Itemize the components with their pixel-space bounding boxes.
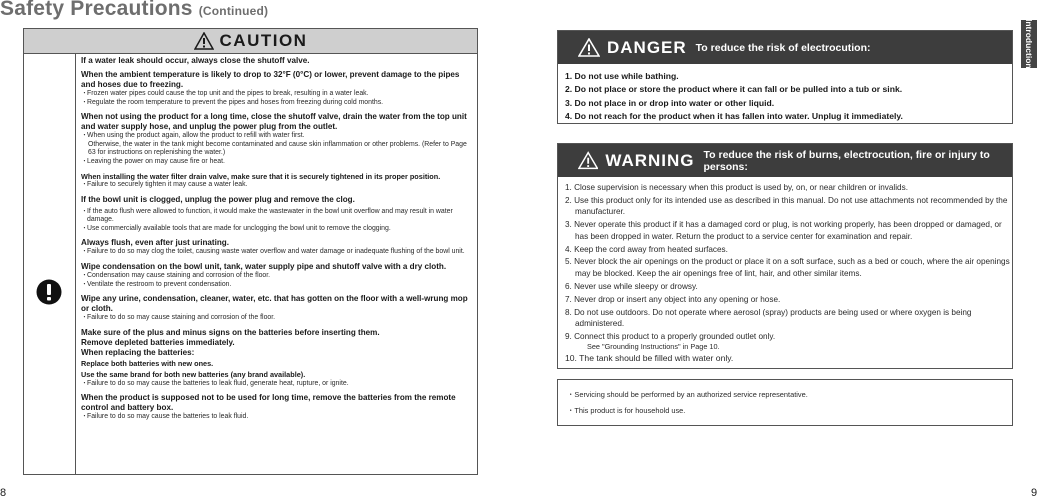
caution-item: ・If the auto flush were allowed to function, it would make the wastewater in the bowl unit overflow and may result in water damage. [81, 207, 453, 224]
caution-section [81, 172, 474, 190]
caution-section [81, 262, 474, 289]
warning-label: WARNING [605, 150, 695, 170]
caution-section [81, 56, 474, 66]
caution-section [81, 294, 474, 323]
danger-list [565, 70, 1012, 123]
caution-heading: When the ambient temperature is likely to drop to 32°F (0°C) or lower, prevent damage to the pipes and hoses due to freezing. [81, 70, 460, 89]
introduction-tab[interactable] [1021, 20, 1037, 68]
page-title-text: Safety Precautions [0, 0, 193, 20]
caution-item: ・Failure to securely tighten it may cause a water leak. [81, 181, 248, 189]
caution-heading: When not using the product for a long time, close the shutoff valve, drain the water from the top unit and water supply hose, and unplug the power plug from the outlet. [81, 112, 467, 132]
list-item: 10. The tank should be filled with water only. [565, 353, 734, 364]
caution-section [81, 195, 474, 234]
danger-band [558, 31, 1012, 64]
caution-item: Otherwise, the water in the tank might become contaminated and cause skin inflammation or other problems. (Refer to Page 63 for instructions on replenishing the water.) [88, 140, 467, 157]
list-item [565, 331, 1012, 352]
list-item: 4. Do not reach for the product when it has fallen into water. Unplug it immediately. [565, 110, 903, 121]
warning-band [558, 144, 1012, 177]
caution-subheading: Use the same brand for both new batteries (any brand available). [81, 370, 306, 380]
warning-triangle-icon [578, 38, 600, 57]
caution-item: ・Failure to do so may clog the toilet, causing waste water overflow and water damage or inadequate flushing of the bowl unit. [81, 248, 465, 256]
caution-heading: When replacing the batteries: [81, 347, 195, 357]
caution-item: ・Failure to do so may cause the batteries to leak fluid, generate heat, rupture, or ignite. [81, 379, 349, 387]
caution-section [81, 328, 474, 389]
list-item: 3. Never operate this product if it has a damaged cord or plug, is not working properly, has been dropped or damaged, or has been dropped in water. Return the product to a service center for examination and repair. [565, 220, 1002, 241]
caution-item: ・Use commercially available tools that are made for unclogging the bowl unit to remove the clogging. [81, 224, 391, 232]
caution-section [81, 70, 474, 107]
caution-item: ・When using the product again, allow the product to refill with water first. [81, 132, 305, 140]
note-item: ・This product is for household use. [567, 406, 686, 415]
notes-box [557, 379, 1013, 426]
warning-description: To reduce the risk of burns, electrocution, fire or injury to persons: [703, 148, 990, 173]
list-item: 1. Do not use while bathing. [565, 71, 679, 81]
caution-heading: Make sure of the plus and minus signs on the batteries before inserting them. [81, 327, 380, 337]
caution-heading: Wipe condensation on the bowl unit, tank, water supply pipe and shutoff valve with a dry cloth. [81, 262, 447, 272]
warning-triangle-icon [194, 32, 214, 50]
caution-item: ・Failure to do so may cause the batteries to leak fluid. [81, 413, 249, 421]
caution-label: CAUTION [219, 31, 308, 50]
right-page-number: 9 [1031, 487, 1038, 499]
list-item: 1. Close supervision is necessary when this product is used by, on, or near children or invalids. [565, 183, 908, 192]
page-title [0, 0, 268, 21]
caution-heading: Always flush, even after just urinating. [81, 238, 229, 248]
caution-item: ・Ventilate the restroom to prevent condensation. [81, 280, 232, 288]
caution-heading: When the product is supposed not to be used for long time, remove the batteries from the remote control and battery box. [81, 393, 456, 413]
caution-icon-column [24, 54, 76, 474]
list-item: 2. Use this product only for its intended use as described in this manual. Do not use attachments not recommended by the manufacturer. [565, 195, 1008, 217]
caution-body [24, 54, 477, 474]
left-page-number: 8 [0, 487, 7, 499]
list-item-extra: See "Grounding Instructions" in Page 10. [587, 342, 720, 352]
exclamation-circle-icon [36, 279, 62, 305]
caution-section [81, 393, 474, 422]
caution-heading: If a water leak should occur, always close the shutoff valve. [81, 56, 310, 65]
warning-list [565, 182, 1012, 365]
list-item: 6. Never use while sleepy or drowsy. [565, 281, 698, 291]
caution-item: ・Failure to do so may cause staining and corrosion of the floor. [81, 314, 276, 322]
caution-heading: Remove depleted batteries immediately. [81, 337, 235, 347]
caution-heading: When installing the water filter drain valve, make sure that it is securely tightened in its proper position. [81, 171, 441, 181]
list-item: 5. Never block the air openings on the product or place it on a soft surface, such as a bed or couch, where the air openings may be blocked. Keep the air openings free of lint, hair, and other similar items. [565, 257, 1010, 278]
list-item: 2. Do not place or store the product where it can fall or be pulled into a tub or sink. [565, 84, 903, 95]
list-item: 7. Never drop or insert any object into any opening or hose. [565, 294, 781, 304]
danger-label: DANGER [607, 37, 687, 57]
caution-item: ・Leaving the power on may cause fire or heat. [81, 157, 225, 165]
list-item-text: 9. Connect this product to a properly grounded outlet only. [565, 331, 776, 341]
caution-text [81, 56, 474, 422]
caution-section [81, 112, 474, 166]
warning-triangle-icon [578, 151, 598, 170]
caution-subheading: Replace both batteries with new ones. [81, 358, 214, 368]
danger-description: To reduce the risk of electrocution: [695, 41, 871, 54]
warning-box [557, 143, 1013, 369]
caution-section [81, 238, 474, 257]
caution-item: ・Frozen water pipes could cause the top unit and the pipes to break, resulting in a water leak. [81, 90, 369, 97]
page-title-suffix: (Continued) [198, 4, 269, 18]
list-item: 3. Do not place in or drop into water or other liquid. [565, 97, 775, 108]
note-item: ・Servicing should be performed by an authorized service representative. [567, 390, 808, 399]
caution-item: ・Condensation may cause staining and corrosion of the floor. [81, 272, 271, 280]
caution-header [24, 29, 477, 54]
caution-heading: If the bowl unit is clogged, unplug the power plug and remove the clog. [81, 194, 355, 204]
list-item: 8. Do not use outdoors. Do not operate where aerosol (spray) products are being used or where oxygen is being administered. [565, 307, 972, 328]
caution-item: ・Regulate the room temperature to prevent the pipes and hoses from freezing during cold months. [81, 98, 384, 106]
caution-heading: Wipe any urine, condensation, cleaner, water, etc. that has gotten on the floor with a well-wrung mop or cloth. [81, 294, 468, 314]
caution-box [23, 28, 478, 475]
danger-box [557, 30, 1013, 124]
introduction-tab-label: Introduction [1024, 19, 1034, 69]
list-item: 4. Keep the cord away from heated surfaces. [565, 244, 728, 254]
